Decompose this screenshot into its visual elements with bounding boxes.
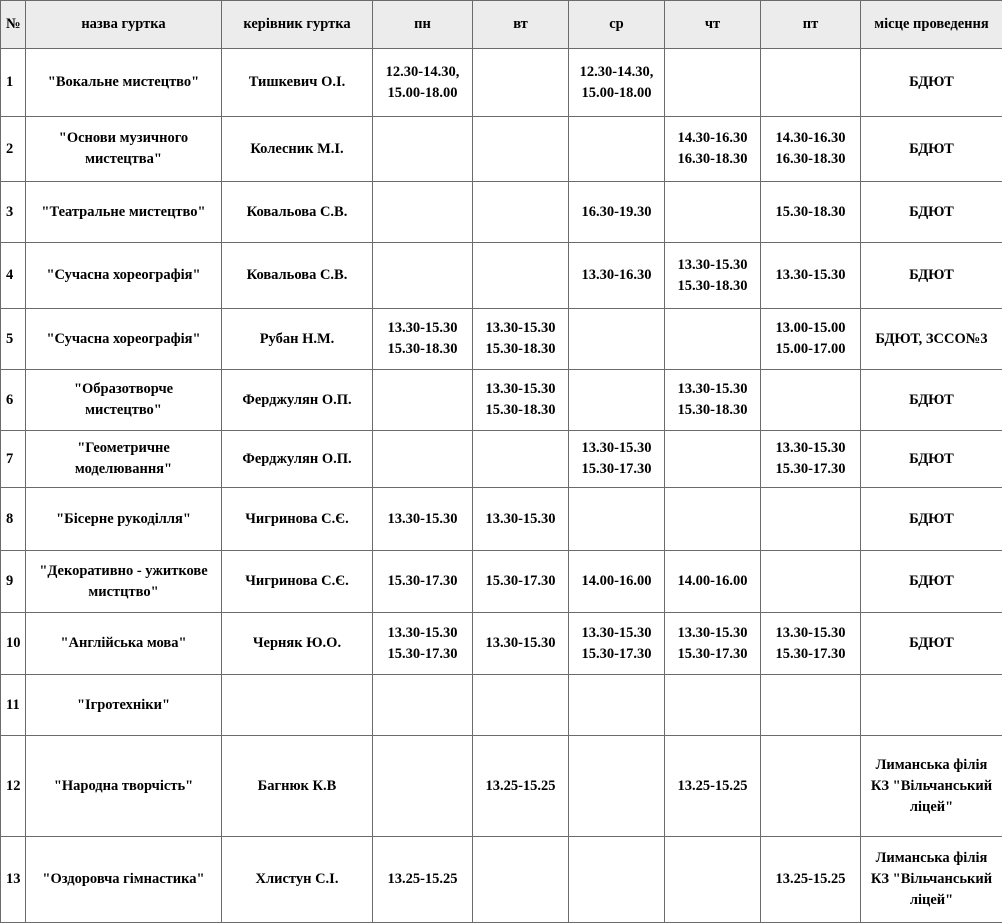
- row-number-cell: 8: [1, 488, 26, 551]
- row-number-cell: 12: [1, 736, 26, 837]
- location-cell: Лиманська філія КЗ "Вільчанський ліцей": [861, 837, 1002, 923]
- wednesday-time-cell: 13.30-15.30 15.30-17.30: [569, 431, 665, 488]
- table-row: [1, 675, 1002, 736]
- wednesday-time-cell: [569, 837, 665, 923]
- thursday-time-cell: 14.30-16.30 16.30-18.30: [665, 117, 761, 182]
- table-row: [1, 243, 1002, 309]
- thursday-time-cell: 13.30-15.30 15.30-17.30: [665, 613, 761, 675]
- table-row: [1, 837, 1002, 923]
- wednesday-time-cell: 13.30-15.30 15.30-17.30: [569, 613, 665, 675]
- friday-time-cell: 13.25-15.25: [761, 837, 861, 923]
- wednesday-time-cell: [569, 675, 665, 736]
- thursday-time-cell: [665, 431, 761, 488]
- header-thursday: чт: [665, 1, 761, 49]
- table-row: [1, 488, 1002, 551]
- table-row: [1, 370, 1002, 431]
- thursday-time-cell: 14.00-16.00: [665, 551, 761, 613]
- wednesday-time-cell: 16.30-19.30: [569, 182, 665, 243]
- location-cell: БДЮТ: [861, 243, 1002, 309]
- club-name-cell: "Народна творчість": [26, 736, 222, 837]
- wednesday-time-cell: [569, 309, 665, 370]
- monday-time-cell: 13.30-15.30: [373, 488, 473, 551]
- tuesday-time-cell: [473, 675, 569, 736]
- thursday-time-cell: 13.30-15.30 15.30-18.30: [665, 243, 761, 309]
- club-leader-cell: Тишкевич О.І.: [222, 49, 373, 117]
- friday-time-cell: 13.30-15.30 15.30-17.30: [761, 613, 861, 675]
- header-monday: пн: [373, 1, 473, 49]
- row-number-cell: 5: [1, 309, 26, 370]
- monday-time-cell: 15.30-17.30: [373, 551, 473, 613]
- row-number-cell: 2: [1, 117, 26, 182]
- club-leader-cell: Чигринова С.Є.: [222, 488, 373, 551]
- thursday-time-cell: [665, 182, 761, 243]
- table-row: [1, 431, 1002, 488]
- location-cell: БДЮТ: [861, 431, 1002, 488]
- table-body: [1, 49, 1002, 923]
- club-name-cell: "Англійська мова": [26, 613, 222, 675]
- header-row: [1, 1, 1002, 49]
- thursday-time-cell: [665, 675, 761, 736]
- club-leader-cell: Багнюк К.В: [222, 736, 373, 837]
- header-tuesday: вт: [473, 1, 569, 49]
- thursday-time-cell: [665, 837, 761, 923]
- table-row: [1, 613, 1002, 675]
- table-header: [1, 1, 1002, 49]
- monday-time-cell: [373, 736, 473, 837]
- tuesday-time-cell: [473, 431, 569, 488]
- table-row: [1, 182, 1002, 243]
- friday-time-cell: [761, 49, 861, 117]
- club-name-cell: "Сучасна хореографія": [26, 243, 222, 309]
- club-leader-cell: Ковальова С.В.: [222, 243, 373, 309]
- wednesday-time-cell: 13.30-16.30: [569, 243, 665, 309]
- row-number-cell: 13: [1, 837, 26, 923]
- tuesday-time-cell: [473, 49, 569, 117]
- monday-time-cell: [373, 431, 473, 488]
- row-number-cell: 6: [1, 370, 26, 431]
- table-row: [1, 49, 1002, 117]
- header-friday: пт: [761, 1, 861, 49]
- tuesday-time-cell: 13.30-15.30: [473, 488, 569, 551]
- club-name-cell: "Оздоровча гімнастика": [26, 837, 222, 923]
- tuesday-time-cell: 13.30-15.30: [473, 613, 569, 675]
- wednesday-time-cell: [569, 370, 665, 431]
- header-location: місце проведення: [861, 1, 1002, 49]
- wednesday-time-cell: 14.00-16.00: [569, 551, 665, 613]
- row-number-cell: 10: [1, 613, 26, 675]
- tuesday-time-cell: [473, 243, 569, 309]
- friday-time-cell: 14.30-16.30 16.30-18.30: [761, 117, 861, 182]
- location-cell: БДЮТ: [861, 613, 1002, 675]
- header-number: №: [1, 1, 26, 49]
- tuesday-time-cell: 13.30-15.30 15.30-18.30: [473, 309, 569, 370]
- club-name-cell: "Сучасна хореографія": [26, 309, 222, 370]
- monday-time-cell: [373, 117, 473, 182]
- location-cell: БДЮТ: [861, 370, 1002, 431]
- location-cell: [861, 675, 1002, 736]
- club-leader-cell: Рубан Н.М.: [222, 309, 373, 370]
- club-leader-cell: Чигринова С.Є.: [222, 551, 373, 613]
- location-cell: БДЮТ, ЗССО№3: [861, 309, 1002, 370]
- monday-time-cell: [373, 243, 473, 309]
- friday-time-cell: 13.30-15.30 15.30-17.30: [761, 431, 861, 488]
- club-leader-cell: Ферджулян О.П.: [222, 370, 373, 431]
- club-leader-cell: Хлистун С.І.: [222, 837, 373, 923]
- location-cell: Лиманська філія КЗ "Вільчанський ліцей": [861, 736, 1002, 837]
- club-name-cell: "Образотворче мистецтво": [26, 370, 222, 431]
- table-row: [1, 551, 1002, 613]
- club-leader-cell: Колесник М.І.: [222, 117, 373, 182]
- thursday-time-cell: [665, 49, 761, 117]
- friday-time-cell: 13.30-15.30: [761, 243, 861, 309]
- table-row: [1, 309, 1002, 370]
- location-cell: БДЮТ: [861, 551, 1002, 613]
- monday-time-cell: 13.30-15.30 15.30-17.30: [373, 613, 473, 675]
- club-leader-cell: Ковальова С.В.: [222, 182, 373, 243]
- club-name-cell: "Ігротехніки": [26, 675, 222, 736]
- friday-time-cell: [761, 370, 861, 431]
- header-wednesday: ср: [569, 1, 665, 49]
- thursday-time-cell: [665, 309, 761, 370]
- thursday-time-cell: [665, 488, 761, 551]
- club-name-cell: "Бісерне рукоділля": [26, 488, 222, 551]
- tuesday-time-cell: 13.30-15.30 15.30-18.30: [473, 370, 569, 431]
- friday-time-cell: [761, 736, 861, 837]
- wednesday-time-cell: [569, 488, 665, 551]
- table-row: [1, 117, 1002, 182]
- monday-time-cell: [373, 675, 473, 736]
- header-club-name: назва гуртка: [26, 1, 222, 49]
- club-name-cell: "Основи музичного мистецтва": [26, 117, 222, 182]
- location-cell: БДЮТ: [861, 488, 1002, 551]
- location-cell: БДЮТ: [861, 117, 1002, 182]
- tuesday-time-cell: [473, 837, 569, 923]
- friday-time-cell: 13.00-15.00 15.00-17.00: [761, 309, 861, 370]
- table-row: [1, 736, 1002, 837]
- club-name-cell: "Театральне мистецтво": [26, 182, 222, 243]
- row-number-cell: 11: [1, 675, 26, 736]
- club-leader-cell: Ферджулян О.П.: [222, 431, 373, 488]
- friday-time-cell: [761, 551, 861, 613]
- location-cell: БДЮТ: [861, 182, 1002, 243]
- club-name-cell: "Декоративно - ужиткове мистцтво": [26, 551, 222, 613]
- monday-time-cell: [373, 370, 473, 431]
- monday-time-cell: 12.30-14.30, 15.00-18.00: [373, 49, 473, 117]
- wednesday-time-cell: [569, 736, 665, 837]
- monday-time-cell: 13.25-15.25: [373, 837, 473, 923]
- location-cell: БДЮТ: [861, 49, 1002, 117]
- friday-time-cell: [761, 675, 861, 736]
- tuesday-time-cell: [473, 117, 569, 182]
- club-name-cell: "Вокальне мистецтво": [26, 49, 222, 117]
- monday-time-cell: 13.30-15.30 15.30-18.30: [373, 309, 473, 370]
- row-number-cell: 3: [1, 182, 26, 243]
- club-leader-cell: Черняк Ю.О.: [222, 613, 373, 675]
- tuesday-time-cell: 13.25-15.25: [473, 736, 569, 837]
- wednesday-time-cell: [569, 117, 665, 182]
- thursday-time-cell: 13.25-15.25: [665, 736, 761, 837]
- monday-time-cell: [373, 182, 473, 243]
- tuesday-time-cell: 15.30-17.30: [473, 551, 569, 613]
- club-leader-cell: [222, 675, 373, 736]
- header-club-leader: керівник гуртка: [222, 1, 373, 49]
- row-number-cell: 9: [1, 551, 26, 613]
- friday-time-cell: 15.30-18.30: [761, 182, 861, 243]
- row-number-cell: 4: [1, 243, 26, 309]
- row-number-cell: 7: [1, 431, 26, 488]
- friday-time-cell: [761, 488, 861, 551]
- thursday-time-cell: 13.30-15.30 15.30-18.30: [665, 370, 761, 431]
- wednesday-time-cell: 12.30-14.30, 15.00-18.00: [569, 49, 665, 117]
- row-number-cell: 1: [1, 49, 26, 117]
- club-name-cell: "Геометричне моделювання": [26, 431, 222, 488]
- tuesday-time-cell: [473, 182, 569, 243]
